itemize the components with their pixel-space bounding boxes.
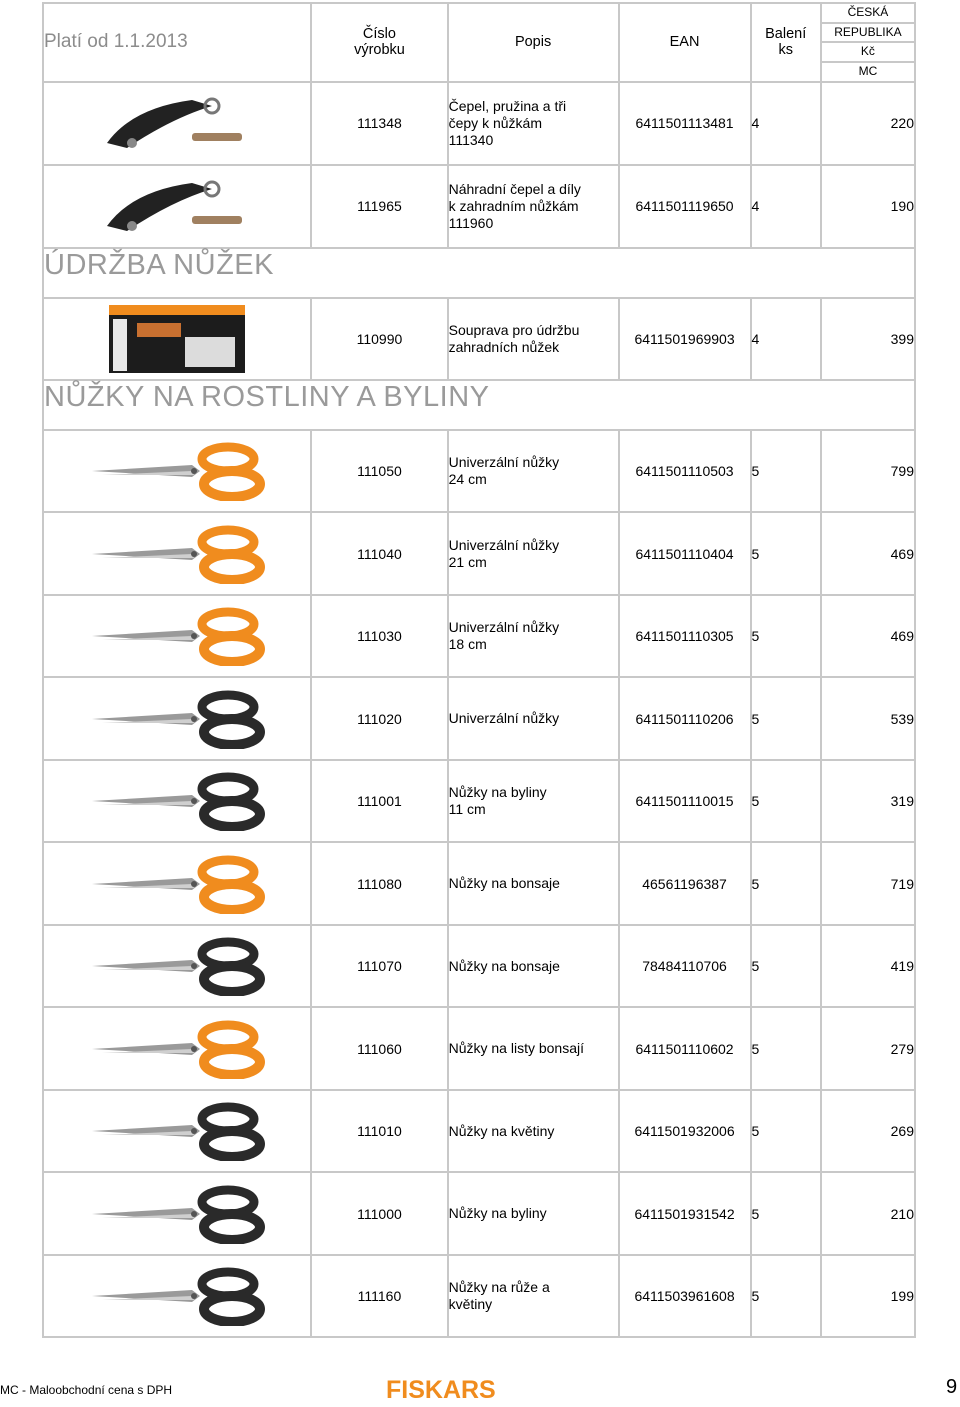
scissors-icon: [82, 771, 272, 831]
ean-code: 6411501110305: [619, 595, 751, 678]
description-line: květiny: [448, 1296, 493, 1312]
item-number: 111050: [311, 430, 447, 513]
table-row: [43, 842, 915, 925]
item-number: 111001: [311, 760, 447, 843]
product-description: [448, 595, 619, 678]
description-line: Nůžky na květiny: [448, 1122, 555, 1139]
item-number: 110990: [311, 298, 447, 380]
retail-price: 319: [821, 760, 915, 843]
product-description: [448, 842, 619, 925]
item-number: 111060: [311, 1007, 447, 1090]
item-number: 111040: [311, 512, 447, 595]
description-line: 11 cm: [448, 801, 486, 817]
section-title-scissors: NŮŽKY NA ROSTLINY A BYLINY: [43, 380, 915, 430]
table-row: [43, 1172, 915, 1255]
pack-quantity: 5: [751, 760, 821, 843]
pack-header: Balení ks: [751, 3, 821, 82]
table-row: [43, 1090, 915, 1173]
ean-code: 6411501119650: [619, 165, 751, 248]
retail-price: 799: [821, 430, 915, 513]
ean-code: 46561196387: [619, 842, 751, 925]
product-description: [448, 925, 619, 1008]
description-line: 111340: [448, 131, 494, 148]
section-row: [43, 248, 915, 298]
item-number: 111030: [311, 595, 447, 678]
retail-price: 190: [821, 165, 915, 248]
retail-price: 469: [821, 512, 915, 595]
ean-code: 6411501931542: [619, 1172, 751, 1255]
table-row: [43, 1255, 915, 1338]
product-image: [43, 165, 311, 248]
scissors-icon: [82, 524, 272, 584]
retail-price: 199: [821, 1255, 915, 1338]
table-row: [43, 595, 915, 678]
price-type-label: MC: [858, 64, 878, 79]
table-row: [43, 298, 915, 380]
description-line: Nůžky na bonsaje: [448, 875, 560, 891]
product-image: [43, 1007, 311, 1090]
item-number: 111080: [311, 842, 447, 925]
scissors-icon: [82, 1184, 272, 1244]
product-image: [43, 430, 311, 513]
currency-label: Kč: [822, 43, 914, 63]
pack-quantity: 4: [751, 165, 821, 248]
pack-quantity: 5: [751, 677, 821, 760]
ean-code: 6411501110404: [619, 512, 751, 595]
description-line: Souprava pro údržbu: [448, 321, 580, 338]
description-line: 111960: [448, 214, 494, 231]
price-list-table: [42, 2, 916, 1338]
retail-price: 469: [821, 595, 915, 678]
pack-quantity: 5: [751, 842, 821, 925]
scissors-icon: [82, 854, 272, 914]
pack-quantity: 5: [751, 1007, 821, 1090]
section-title-maintenance: ÚDRŽBA NŮŽEK: [43, 248, 915, 298]
scissors-icon: [82, 936, 272, 996]
section-row: [43, 380, 915, 430]
brand-wordmark: FISKARS: [386, 1378, 496, 1400]
description-line: Náhradní čepel a díly: [448, 180, 581, 197]
product-description: [448, 165, 619, 248]
ean-code: 6411501110503: [619, 430, 751, 513]
ean-code: 6411501113481: [619, 82, 751, 165]
scissors-icon: [82, 1101, 272, 1161]
ean-code: 78484110706: [619, 925, 751, 1008]
item-number: 111965: [311, 165, 447, 248]
description-line: Univerzální nůžky: [448, 536, 560, 553]
retail-price: 719: [821, 842, 915, 925]
product-description: [448, 82, 619, 165]
table-row: [43, 925, 915, 1008]
product-image: [43, 842, 311, 925]
product-description: [448, 1255, 619, 1338]
pack-quantity: 5: [751, 595, 821, 678]
retail-price: 419: [821, 925, 915, 1008]
table-row: [43, 1007, 915, 1090]
description-line: Nůžky na listy bonsají: [448, 1040, 585, 1056]
description-line: čepy k nůžkám: [448, 114, 542, 131]
pack-quantity: 5: [751, 1172, 821, 1255]
item-number: 111020: [311, 677, 447, 760]
product-description: [448, 298, 619, 380]
maintenance-kit-icon: [107, 303, 247, 375]
pack-quantity: 5: [751, 1255, 821, 1338]
product-image: [43, 1090, 311, 1173]
item-number-header: Číslo výrobku: [311, 3, 447, 82]
table-row: [43, 512, 915, 595]
description-line: Univerzální nůžky: [448, 454, 560, 470]
table-row: [43, 165, 915, 248]
product-image: [43, 1255, 311, 1338]
item-number: 111348: [311, 82, 447, 165]
description-line: 24 cm: [448, 471, 487, 487]
country-line1: ČESKÁ: [822, 4, 914, 24]
table-header-row: [43, 3, 915, 82]
ean-code: 6411501932006: [619, 1090, 751, 1173]
table-row: [43, 430, 915, 513]
retail-price: 210: [821, 1172, 915, 1255]
description-line: Nůžky na byliny: [448, 784, 547, 800]
description-line: 18 cm: [448, 636, 487, 652]
retail-price: 220: [821, 82, 915, 165]
pack-quantity: 4: [751, 82, 821, 165]
description-line: Univerzální nůžky: [448, 710, 560, 726]
product-description: [448, 1172, 619, 1255]
page-number: 9: [946, 1376, 958, 1398]
retail-price: 539: [821, 677, 915, 760]
description-line: zahradních nůžek: [448, 338, 560, 355]
description-line: k zahradním nůžkám: [448, 197, 579, 214]
retail-price: 399: [821, 298, 915, 380]
ean-code: 6411501110602: [619, 1007, 751, 1090]
table-row: [43, 82, 915, 165]
product-description: [448, 430, 619, 513]
product-description: [448, 512, 619, 595]
description-line: Čepel, pružina a tři: [448, 97, 567, 114]
product-image: [43, 760, 311, 843]
blade-parts-icon: [92, 88, 262, 158]
ean-code: 6411501110206: [619, 677, 751, 760]
description-line: Nůžky na bonsaje: [448, 957, 560, 974]
description-line: Nůžky na růže a: [448, 1279, 550, 1295]
pack-quantity: 5: [751, 1090, 821, 1173]
item-number: 111160: [311, 1255, 447, 1338]
item-number: 111000: [311, 1172, 447, 1255]
country-line2: REPUBLIKA: [822, 24, 914, 44]
description-header: Popis: [448, 3, 619, 82]
product-image: [43, 595, 311, 678]
ean-code: 6411503961608: [619, 1255, 751, 1338]
product-image: [43, 82, 311, 165]
ean-code: 6411501110015: [619, 760, 751, 843]
scissors-icon: [82, 441, 272, 501]
pack-quantity: 5: [751, 512, 821, 595]
product-description: [448, 1007, 619, 1090]
fiskars-logo: [386, 1378, 574, 1400]
ean-code: 6411501969903: [619, 298, 751, 380]
product-description: [448, 760, 619, 843]
item-number: 111070: [311, 925, 447, 1008]
scissors-icon: [82, 689, 272, 749]
product-image: [43, 1172, 311, 1255]
description-line: Nůžky na byliny: [448, 1205, 547, 1221]
pack-quantity: 4: [751, 298, 821, 380]
pack-quantity: 5: [751, 925, 821, 1008]
product-image: [43, 298, 311, 380]
product-image: [43, 925, 311, 1008]
scissors-icon: [82, 606, 272, 666]
ean-header: EAN: [619, 3, 751, 82]
retail-price: 269: [821, 1090, 915, 1173]
item-number: 111010: [311, 1090, 447, 1173]
description-line: Univerzální nůžky: [448, 619, 560, 635]
footer-note: MC - Maloobchodní cena s DPH: [0, 1383, 173, 1397]
scissors-icon: [82, 1266, 272, 1326]
product-image: [43, 512, 311, 595]
product-description: [448, 677, 619, 760]
price-header: [821, 3, 915, 82]
table-row: [43, 760, 915, 843]
retail-price: 279: [821, 1007, 915, 1090]
valid-from: Platí od 1.1.2013: [43, 3, 311, 82]
product-image: [43, 677, 311, 760]
description-line: 21 cm: [448, 553, 487, 570]
product-description: [448, 1090, 619, 1173]
blade-parts-icon: [92, 171, 262, 241]
table-row: [43, 677, 915, 760]
pack-quantity: 5: [751, 430, 821, 513]
scissors-icon: [82, 1019, 272, 1079]
